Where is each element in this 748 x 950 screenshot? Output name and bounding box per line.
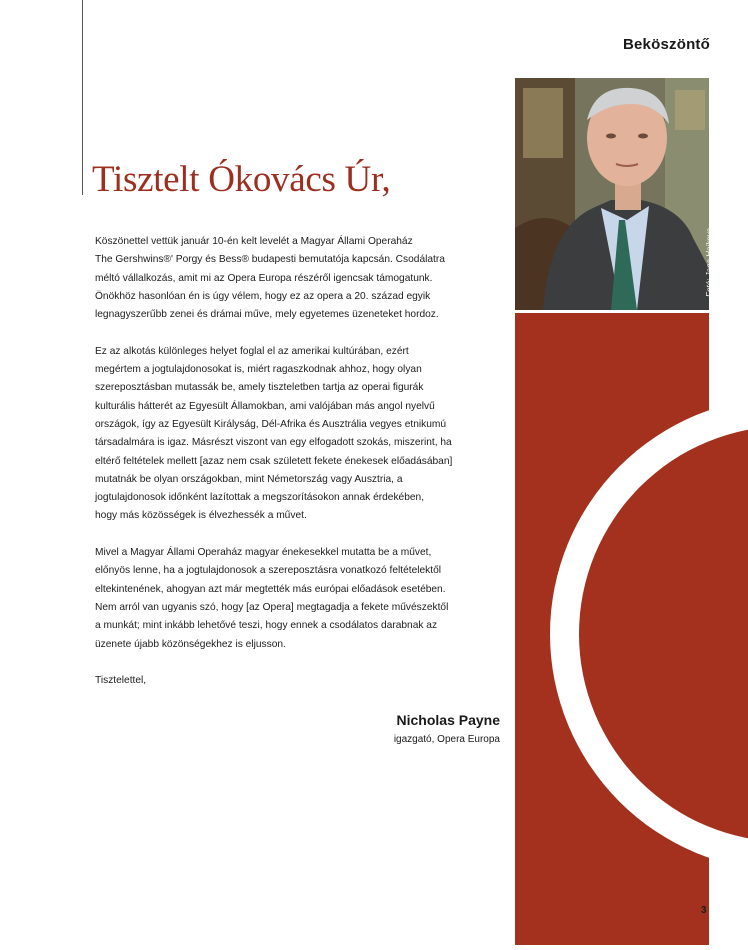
arc-graphic bbox=[515, 313, 709, 945]
photo-credit: Fotó: Jana Hajkova bbox=[705, 228, 714, 297]
text-line: előnyös lenne, ha a jogtulajdonosok a szereposztásra vonatkozó feltételektől bbox=[95, 565, 442, 577]
page-number: 3 bbox=[701, 905, 707, 916]
text-line: méltó vállalkozás, amit mi az Opera Europa részéről igencsak támogatunk. bbox=[95, 272, 433, 284]
text-line: társadalmára is igaz. Másrészt viszont van egy elfogadott szokás, miszerint, ha bbox=[95, 437, 452, 449]
letter-body bbox=[95, 233, 513, 690]
text-line: a munkát; mint inkább lehetővé teszi, hogy ennek a csodálatos darabnak az bbox=[95, 620, 438, 632]
section-label: Beköszöntő bbox=[622, 36, 710, 53]
portrait-photo bbox=[515, 78, 714, 310]
text-line: kulturális hátterét az Egyesült Államokban, ami valójában más angol nyelvű bbox=[95, 400, 435, 412]
text-line: jogtulajdonosok időnként lazítottak a megszorításokon annak érdekében, bbox=[95, 492, 425, 504]
signature-name: Nicholas Payne bbox=[396, 712, 500, 728]
text-line: országok, így az Egyesült Királyság, Dél-Afrika és Ausztrália vegyes etnikumú bbox=[95, 418, 447, 430]
letter-closing: Tisztelettel, bbox=[95, 675, 147, 687]
margin-rule bbox=[82, 0, 83, 195]
text-line: Köszönettel vettük január 10-én kelt levelét a Magyar Állami Operaház bbox=[95, 236, 413, 247]
decorative-red-panel bbox=[515, 313, 709, 945]
signature-title: igazgató, Opera Europa bbox=[393, 734, 500, 745]
text-line: eltekintenének, ahogyan azt már megtették más európai előadások esetében. bbox=[95, 583, 446, 595]
paragraph-2 bbox=[95, 343, 513, 526]
text-line: hogy más közösségek is élvezhessék a művet. bbox=[95, 510, 307, 522]
paragraph-1 bbox=[95, 233, 513, 324]
signature-block bbox=[394, 712, 500, 745]
text-line: Ez az alkotás különleges helyet foglal el az amerikai kultúrában, ezért bbox=[95, 345, 409, 357]
text-line: legnagyszerűbb zenei és drámai műve, mely egyetemes üzeneteket hordoz. bbox=[95, 309, 439, 321]
letter-salutation: Tisztelt Ókovács Úr, bbox=[92, 159, 391, 200]
portrait-illustration bbox=[515, 78, 709, 310]
text-line: The Gershwins®' Porgy és Bess® budapesti bemutatója kapcsán. Csodálatra bbox=[95, 254, 445, 266]
text-line: eltérő feltételek mellett [azaz nem csak született fekete énekesek előadásában] bbox=[95, 455, 453, 467]
text-line: mutatnák be olyan országokban, mint Németország vagy Ausztria, a bbox=[95, 473, 403, 485]
text-line: üzenete újabb közönségekhez is eljusson. bbox=[95, 638, 286, 650]
text-line: Nem arról van ugyanis szó, hogy [az Opera] megtagadja a fekete művészektől bbox=[95, 601, 449, 613]
text-line: Önökhöz hasonlóan én is úgy vélem, hogy ez az opera a 20. század egyik bbox=[95, 290, 431, 302]
text-line: megértem a jogtulajdonosokat is, miért ragaszkodnak ahhoz, hogy olyan bbox=[95, 364, 422, 376]
text-line: szereposztásban mutassák be, amely tiszteletben tartja az operai figurák bbox=[95, 382, 424, 394]
text-line: Mivel a Magyar Állami Operaház magyar énekesekkel mutatta be a művet, bbox=[95, 547, 432, 559]
paragraph-3 bbox=[95, 544, 513, 654]
